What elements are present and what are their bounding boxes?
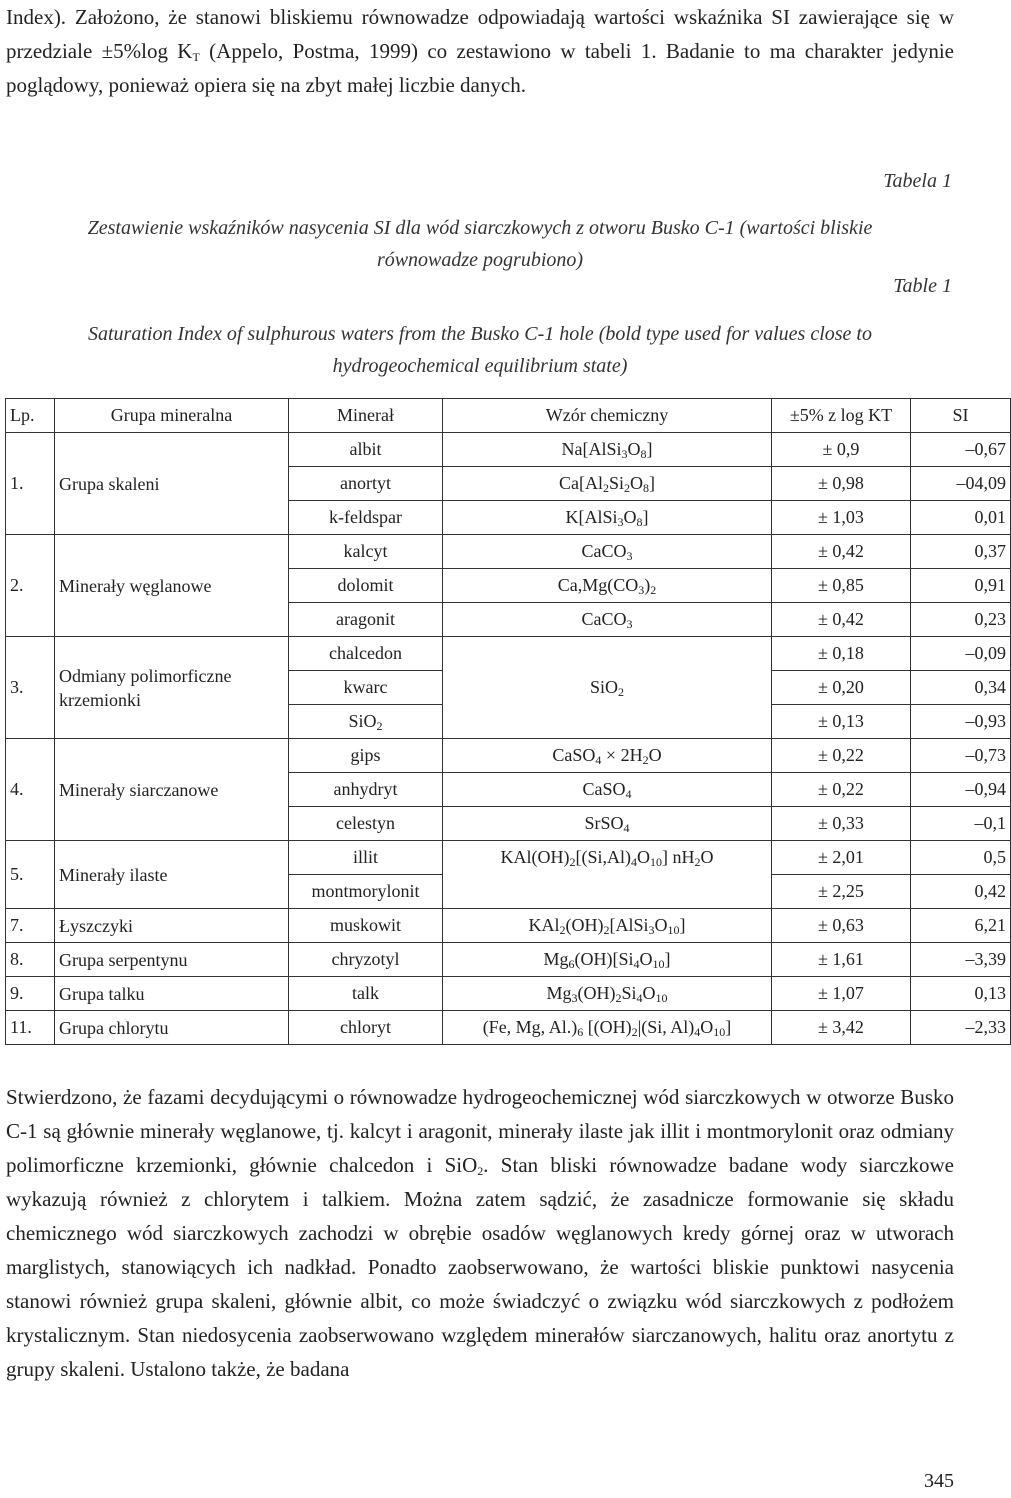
cell-formula: CaCO$_3$ bbox=[443, 535, 772, 569]
caption-en-title-1: Saturation Index of sulphurous waters from the Busko C-1 hole (bold type used for values close to bbox=[88, 323, 872, 345]
cell-si: –3,39 bbox=[911, 943, 1011, 977]
cell-si: 0,34 bbox=[911, 671, 1011, 705]
header-formula: Wzór chemiczny bbox=[443, 399, 772, 433]
cell-lp: 8. bbox=[6, 943, 55, 977]
cell-tolerance: ± 0,63 bbox=[772, 909, 911, 943]
cell-si: 0,37 bbox=[911, 535, 1011, 569]
header-tolerance: ±5% z log KT bbox=[772, 399, 911, 433]
table-row bbox=[6, 943, 1011, 977]
cell-mineral: gips bbox=[289, 739, 443, 773]
cell-mineral: aragonit bbox=[289, 603, 443, 637]
intro-paragraph: Index). Założono, że stanowi bliskiemu równowadze odpowiadają wartości wskaźnika SI zawierające się w przedziale ±5%log $K_T$ (Appelo, Postma, 1999) co zestawiono w tabeli 1. Badanie to ma charakter jedynie poglądowy, ponieważ opiera się na zbyt małej liczbie danych. bbox=[6, 5, 954, 97]
cell-tolerance: ± 0,18 bbox=[772, 637, 911, 671]
cell-formula: CaSO$_4$ bbox=[443, 773, 772, 807]
cell-lp: 9. bbox=[6, 977, 55, 1011]
cell-formula: $Na[AlSi_3O_8]$ bbox=[443, 433, 772, 467]
cell-mineral: montmorylonit bbox=[289, 875, 443, 909]
cell-tolerance: ± 2,01 bbox=[772, 841, 911, 875]
cell-formula bbox=[443, 875, 772, 909]
cell-mineral: celestyn bbox=[289, 807, 443, 841]
cell-si: –04,09 bbox=[911, 467, 1011, 501]
cell-group: Minerały ilaste bbox=[55, 841, 289, 909]
cell-tolerance: ± 3,42 bbox=[772, 1011, 911, 1045]
cell-tolerance: ± 0,22 bbox=[772, 739, 911, 773]
cell-tolerance: ± 1,61 bbox=[772, 943, 911, 977]
cell-formula: CaSO$_4$ × $2H_2O$ bbox=[443, 739, 772, 773]
cell-si: –0,67 bbox=[911, 433, 1011, 467]
cell-si: 6,21 bbox=[911, 909, 1011, 943]
cell-lp: 2. bbox=[6, 535, 55, 637]
cell-tolerance: ± 1,03 bbox=[772, 501, 911, 535]
cell-formula: (Fe, Mg, $Al.)_6$ [$(OH)_2|(Si$, $Al)_4O_{10}$] bbox=[443, 1011, 772, 1045]
cell-group: Minerały siarczanowe bbox=[55, 739, 289, 841]
cell-group: Grupa serpentynu bbox=[55, 943, 289, 977]
cell-si: 0,42 bbox=[911, 875, 1011, 909]
cell-group: Grupa chlorytu bbox=[55, 1011, 289, 1045]
cell-mineral: talk bbox=[289, 977, 443, 1011]
table-body bbox=[6, 433, 1011, 1045]
cell-tolerance: ± 0,33 bbox=[772, 807, 911, 841]
cell-group: Odmiany polimorficzne krzemionki bbox=[55, 637, 289, 739]
cell-mineral: anhydryt bbox=[289, 773, 443, 807]
cell-mineral: chryzotyl bbox=[289, 943, 443, 977]
table-row bbox=[6, 909, 1011, 943]
cell-lp: 1. bbox=[6, 433, 55, 535]
table-row bbox=[6, 433, 1011, 467]
cell-tolerance: ± 2,25 bbox=[772, 875, 911, 909]
cell-lp: 3. bbox=[6, 637, 55, 739]
caption-pl-label: Tabela 1 bbox=[883, 170, 952, 192]
cell-si: 0,23 bbox=[911, 603, 1011, 637]
cell-formula: $KAl_2(OH)_2[AlSi_3O_{10}]$ bbox=[443, 909, 772, 943]
cell-group: Grupa talku bbox=[55, 977, 289, 1011]
cell-formula: CaCO$_3$ bbox=[443, 603, 772, 637]
cell-lp: 11. bbox=[6, 1011, 55, 1045]
cell-si: 0,13 bbox=[911, 977, 1011, 1011]
page-number: 345 bbox=[924, 1470, 954, 1492]
cell-lp: 5. bbox=[6, 841, 55, 909]
cell-formula: $Mg_3(OH)_2Si_4O_{10}$ bbox=[443, 977, 772, 1011]
table-row bbox=[6, 1011, 1011, 1045]
header-group: Grupa mineralna bbox=[55, 399, 289, 433]
header-si: SI bbox=[911, 399, 1011, 433]
cell-mineral: dolomit bbox=[289, 569, 443, 603]
caption-pl-title-1: Zestawienie wskaźników nasycenia SI dla wód siarczkowych z otworu Busko C-1 (wartości bliskie bbox=[87, 217, 873, 239]
cell-si: –0,73 bbox=[911, 739, 1011, 773]
cell-si: –0,93 bbox=[911, 705, 1011, 739]
cell-mineral: anortyt bbox=[289, 467, 443, 501]
cell-formula: $KAl(OH)_2[(Si,Al)_4O_{10}]$ $nH_2O$ bbox=[443, 841, 772, 875]
cell-mineral: k-feldspar bbox=[289, 501, 443, 535]
cell-tolerance: ± 0,42 bbox=[772, 603, 911, 637]
cell-tolerance: ± 0,42 bbox=[772, 535, 911, 569]
table-row bbox=[6, 841, 1011, 875]
table-row bbox=[6, 535, 1011, 569]
cell-si: –2,33 bbox=[911, 1011, 1011, 1045]
cell-mineral: kwarc bbox=[289, 671, 443, 705]
cell-group: Łyszczyki bbox=[55, 909, 289, 943]
table-row bbox=[6, 977, 1011, 1011]
cell-si: 0,01 bbox=[911, 501, 1011, 535]
cell-si: –0,1 bbox=[911, 807, 1011, 841]
cell-tolerance: ± 0,98 bbox=[772, 467, 911, 501]
cell-si: 0,5 bbox=[911, 841, 1011, 875]
cell-mineral: albit bbox=[289, 433, 443, 467]
table-row bbox=[6, 739, 1011, 773]
cell-mineral: illit bbox=[289, 841, 443, 875]
header-mineral: Minerał bbox=[289, 399, 443, 433]
cell-si: –0,09 bbox=[911, 637, 1011, 671]
cell-si: 0,91 bbox=[911, 569, 1011, 603]
cell-tolerance: ± 1,07 bbox=[772, 977, 911, 1011]
cell-formula: $Ca,Mg(CO_3)_2$ bbox=[443, 569, 772, 603]
cell-mineral: chloryt bbox=[289, 1011, 443, 1045]
cell-formula: $Ca[Al_2Si_2O_8]$ bbox=[443, 467, 772, 501]
caption-pl-title-2: równowadze pogrubiono) bbox=[376, 249, 584, 271]
saturation-index-table bbox=[5, 398, 1011, 1045]
cell-tolerance: ± 0,9 bbox=[772, 433, 911, 467]
cell-lp: 4. bbox=[6, 739, 55, 841]
cell-tolerance: ± 0,13 bbox=[772, 705, 911, 739]
cell-formula: SrSO$_4$ bbox=[443, 807, 772, 841]
table-header-row bbox=[6, 399, 1011, 433]
caption-en-label: Table 1 bbox=[893, 275, 952, 297]
cell-formula: SiO$_2$ bbox=[443, 637, 772, 739]
cell-tolerance: ± 0,22 bbox=[772, 773, 911, 807]
cell-formula: $K[AlSi_3O_8]$ bbox=[443, 501, 772, 535]
caption-en-title-2: hydrogeochemical equilibrium state) bbox=[332, 355, 628, 377]
header-lp: Lp. bbox=[6, 399, 55, 433]
cell-mineral: SiO$_2$ bbox=[289, 705, 443, 739]
cell-tolerance: ± 0,85 bbox=[772, 569, 911, 603]
cell-tolerance: ± 0,20 bbox=[772, 671, 911, 705]
cell-mineral: muskowit bbox=[289, 909, 443, 943]
cell-formula: $Mg_6(OH)[Si_4O_{10}]$ bbox=[443, 943, 772, 977]
cell-group: Minerały węglanowe bbox=[55, 535, 289, 637]
body-paragraph: Stwierdzono, że fazami decydującymi o równowadze hydrogeochemicznej wód siarczkowych w otworze Busko C-1 są głównie minerały węglanowe, tj. kalcyt i aragonit, minerały ilaste jak illit i montmorylonit oraz odmiany polimorficzne krzemionki, głównie chalcedon i SiO$_2$. Stan bliski równowadze badane wody siarczkowe wykazują również z chlorytem i talkiem. Można zatem sądzić, że zasadnicze formowanie się składu chemicznego wód siarczkowych zachodzi w obrębie osadów węglanowych kredy górnej oraz w utworach marglistych, stanowiących ich nadkład. Ponadto zaobserwowano, że wartości bliskie punktowi nasycenia stanowi również grupa skaleni, głównie albit, co może świadczyć o związku wód siarczkowych z podłożem krystalicznym. Stan niedosycenia zaobserwowano względem minerałów siarczanowych, halitu oraz anortytu z grupy skaleni. Ustalono także, że badana bbox=[6, 1085, 955, 1381]
cell-lp: 7. bbox=[6, 909, 55, 943]
cell-mineral: chalcedon bbox=[289, 637, 443, 671]
cell-si: –0,94 bbox=[911, 773, 1011, 807]
table-row bbox=[6, 637, 1011, 671]
cell-mineral: kalcyt bbox=[289, 535, 443, 569]
cell-group: Grupa skaleni bbox=[55, 433, 289, 535]
